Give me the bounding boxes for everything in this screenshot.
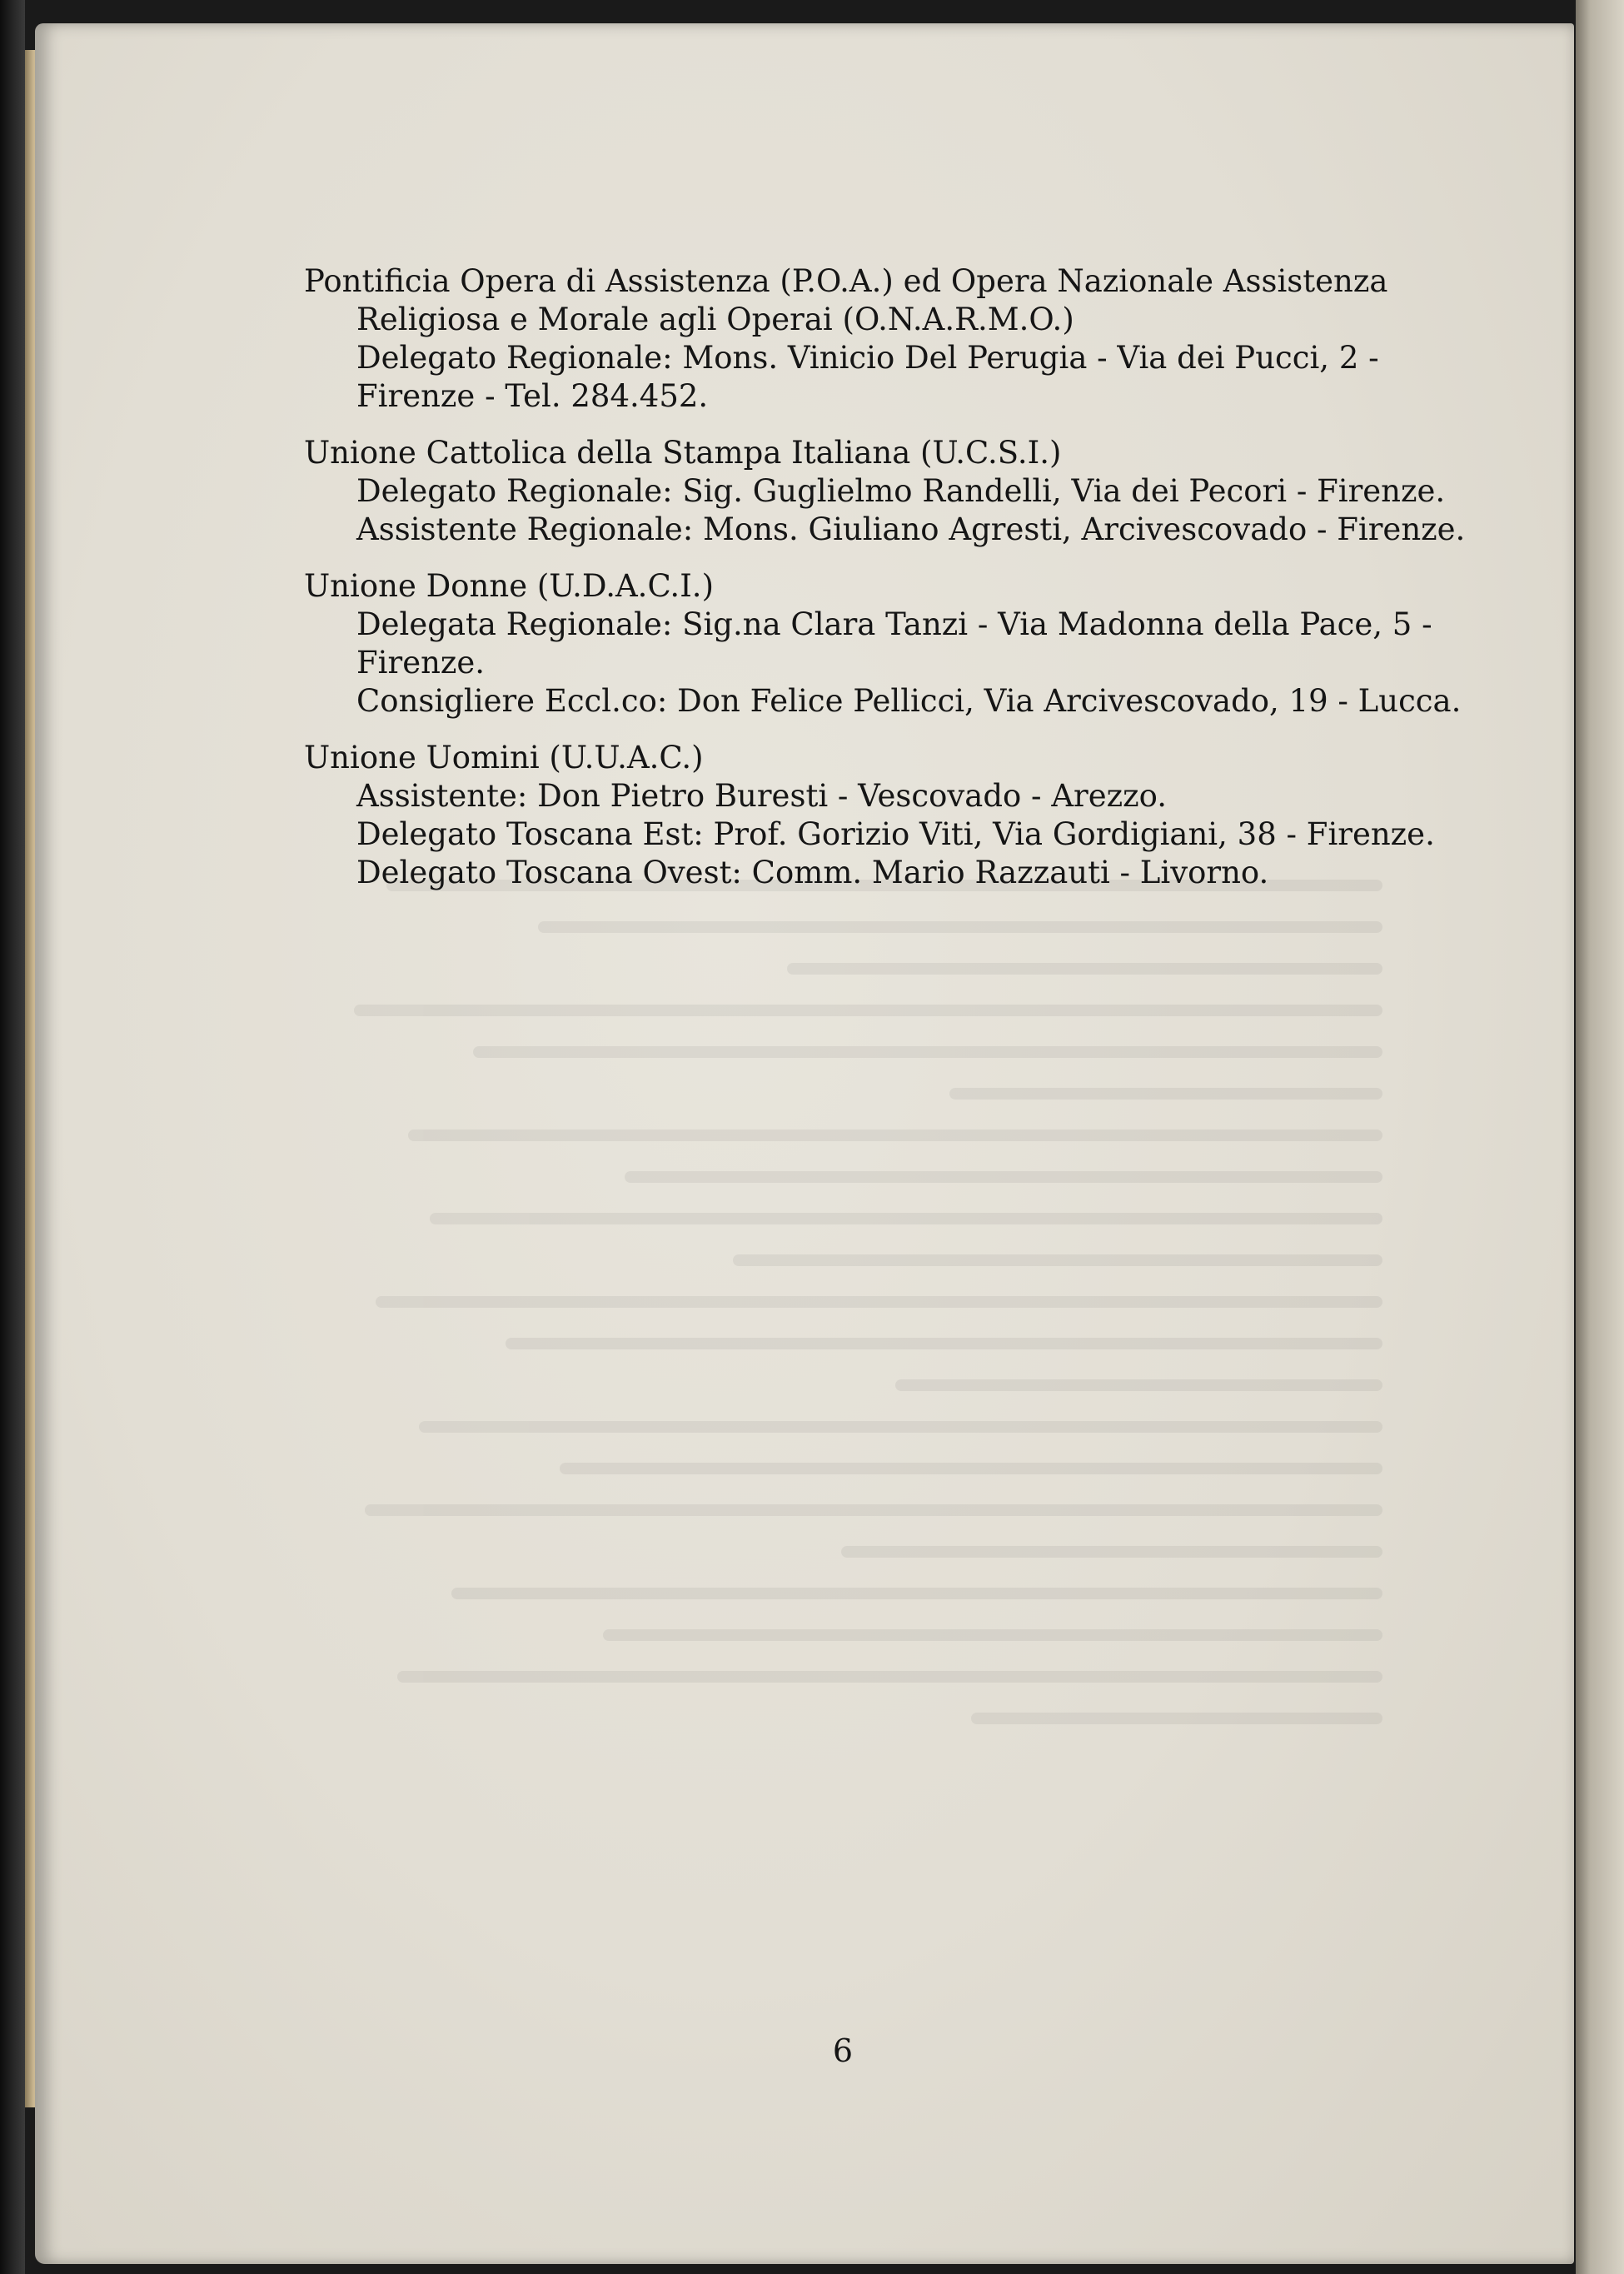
entry-title: Pontificia Opera di Assistenza (P.O.A.) ed Opera Nazionale Assistenza xyxy=(304,263,1388,299)
facing-page-edge xyxy=(1576,0,1624,2274)
entry-line: Delegato Regionale: Mons. Vinicio Del Perugia - Via dei Pucci, 2 - xyxy=(356,340,1379,376)
page-number: 6 xyxy=(832,2032,854,2069)
entry-line: Delegato Toscana Est: Prof. Gorizio Viti, Via Gordigiani, 38 - Firenze. xyxy=(356,816,1435,852)
entry-ucsi xyxy=(304,434,1466,549)
entry-line: Firenze - Tel. 284.452. xyxy=(356,378,709,414)
entry-title: Unione Donne (U.D.A.C.I.) xyxy=(304,568,715,604)
entry-line: Assistente: Don Pietro Buresti - Vescovado - Arezzo. xyxy=(356,778,1168,814)
entry-title: Unione Uomini (U.U.A.C.) xyxy=(304,740,704,775)
entry-line: Religiosa e Morale agli Operai (O.N.A.R.M.O.) xyxy=(356,302,1074,337)
entry-udaci xyxy=(304,567,1462,721)
entry-poa-onarmo xyxy=(304,262,1388,416)
entry-line: Consigliere Eccl.co: Don Felice Pellicci, Via Arcivescovado, 19 - Lucca. xyxy=(356,683,1462,719)
entry-title: Unione Cattolica della Stampa Italiana (U.C.S.I.) xyxy=(304,435,1062,471)
entry-line: Delegato Toscana Ovest: Comm. Mario Razzauti - Livorno. xyxy=(356,855,1269,890)
entry-line: Firenze. xyxy=(356,645,486,681)
entry-line: Assistente Regionale: Mons. Giuliano Agresti, Arcivescovado - Firenze. xyxy=(356,511,1466,547)
book-binding xyxy=(0,0,25,2274)
entry-line: Delegato Regionale: Sig. Guglielmo Randelli, Via dei Pecori - Firenze. xyxy=(356,473,1446,509)
show-through xyxy=(300,850,1382,2149)
directory-text xyxy=(304,262,1466,910)
entry-line: Delegata Regionale: Sig.na Clara Tanzi - Via Madonna della Pace, 5 - xyxy=(356,606,1432,642)
entry-uuac xyxy=(304,739,1435,892)
